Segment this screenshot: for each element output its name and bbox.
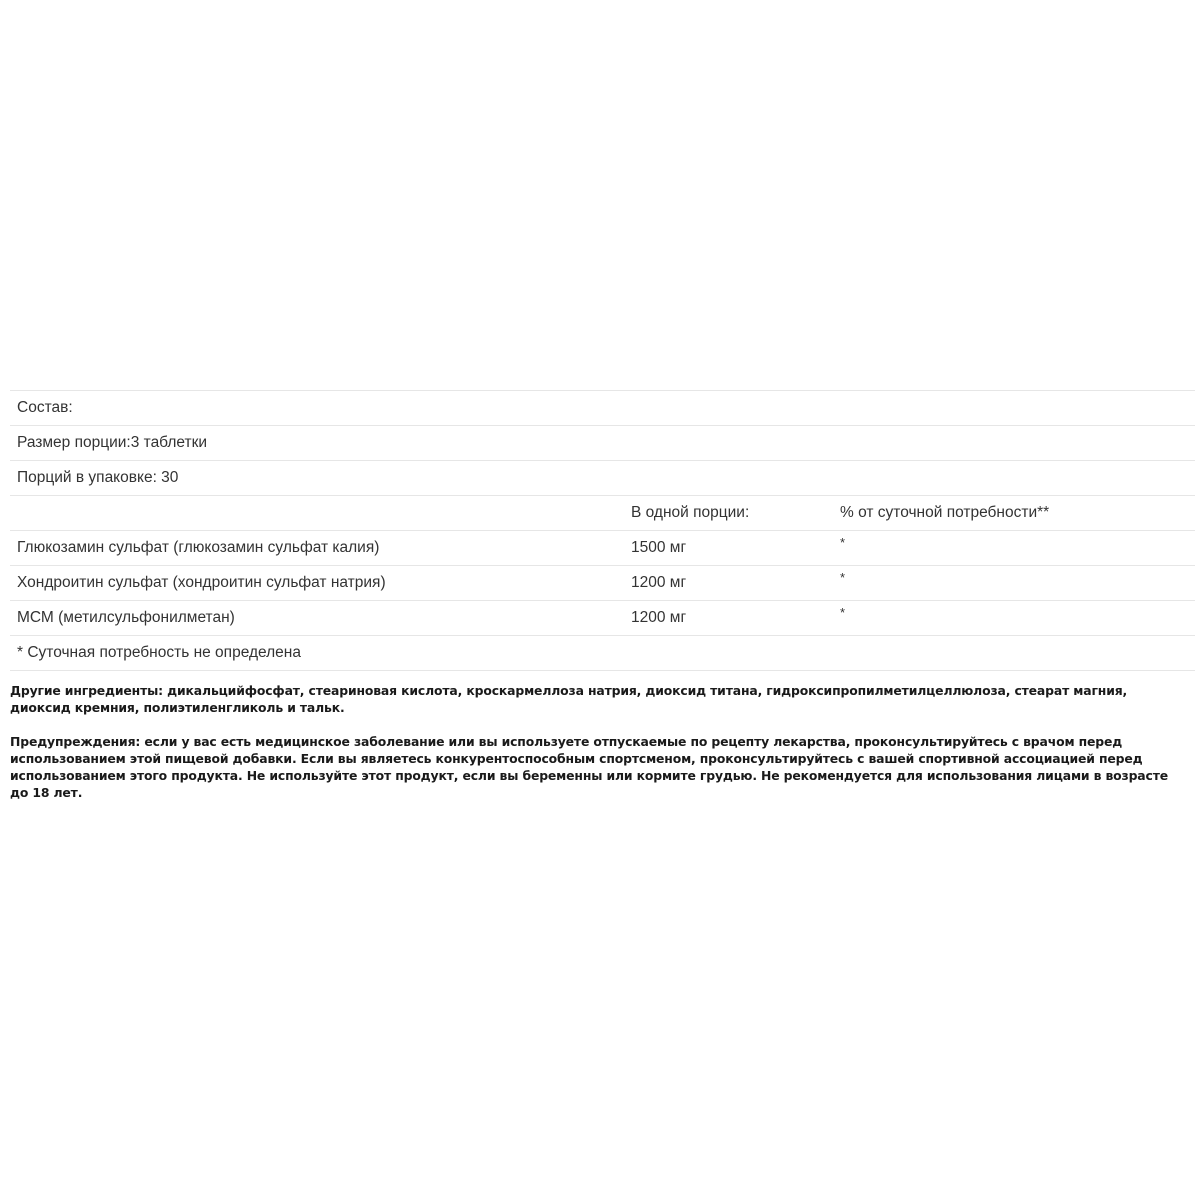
- composition-title-row: [10, 391, 1195, 426]
- ingredient-daily-value: *: [840, 570, 846, 585]
- other-ingredients-text: Другие ингредиенты: дикальцийфосфат, стеариновая кислота, кроскармеллоза натрия, диоксид титана, гидроксипропилметилцеллюлоза, стеарат магния, диоксид кремния, полиэтиленгликоль и тальк.: [10, 683, 1128, 715]
- supplement-facts-table: [10, 390, 1195, 671]
- ingredient-daily-value: *: [840, 535, 846, 550]
- ingredient-daily-value: *: [840, 605, 846, 620]
- serving-size-row: [10, 426, 1195, 461]
- ingredient-name: Хондроитин сульфат (хондроитин сульфат натрия): [17, 574, 386, 591]
- daily-value-header: % от суточной потребности**: [840, 504, 1050, 521]
- servings-per-container-row: [10, 461, 1195, 496]
- ingredient-amount: 1500 мг: [631, 539, 687, 556]
- ingredient-name: МСМ (метилсульфонилметан): [17, 609, 235, 626]
- per-serving-header: В одной порции:: [631, 504, 750, 521]
- serving-size: Размер порции:3 таблетки: [17, 434, 208, 451]
- ingredient-name: Глюкозамин сульфат (глюкозамин сульфат калия): [17, 539, 380, 556]
- table-row: [10, 531, 1195, 566]
- composition-title: Состав:: [17, 399, 73, 416]
- ingredient-amount: 1200 мг: [631, 574, 687, 591]
- footnote-row: [10, 636, 1195, 671]
- table-row: [10, 601, 1195, 636]
- warnings-text: Предупреждения: если у вас есть медицинское заболевание или вы используете отпускаемые по рецепту лекарства, проконсультируйтесь с врачом перед использованием этой пищевой добавки. Если вы являетесь конкурентоспособным спортсменом, проконсультируйтесь с вашей спортивной ассоциацией перед использованием этого продукта. Не используйте этот продукт, если вы беременны или кормите грудью. Не рекомендуется для использования лицами в возрасте до 18 лет.: [10, 734, 1168, 800]
- product-notes: [10, 682, 1190, 818]
- footnote: * Суточная потребность не определена: [17, 644, 301, 661]
- table-row: [10, 566, 1195, 601]
- ingredient-amount: 1200 мг: [631, 609, 687, 626]
- servings-per-container: Порций в упаковке: 30: [17, 469, 179, 486]
- table-header-row: [10, 496, 1195, 531]
